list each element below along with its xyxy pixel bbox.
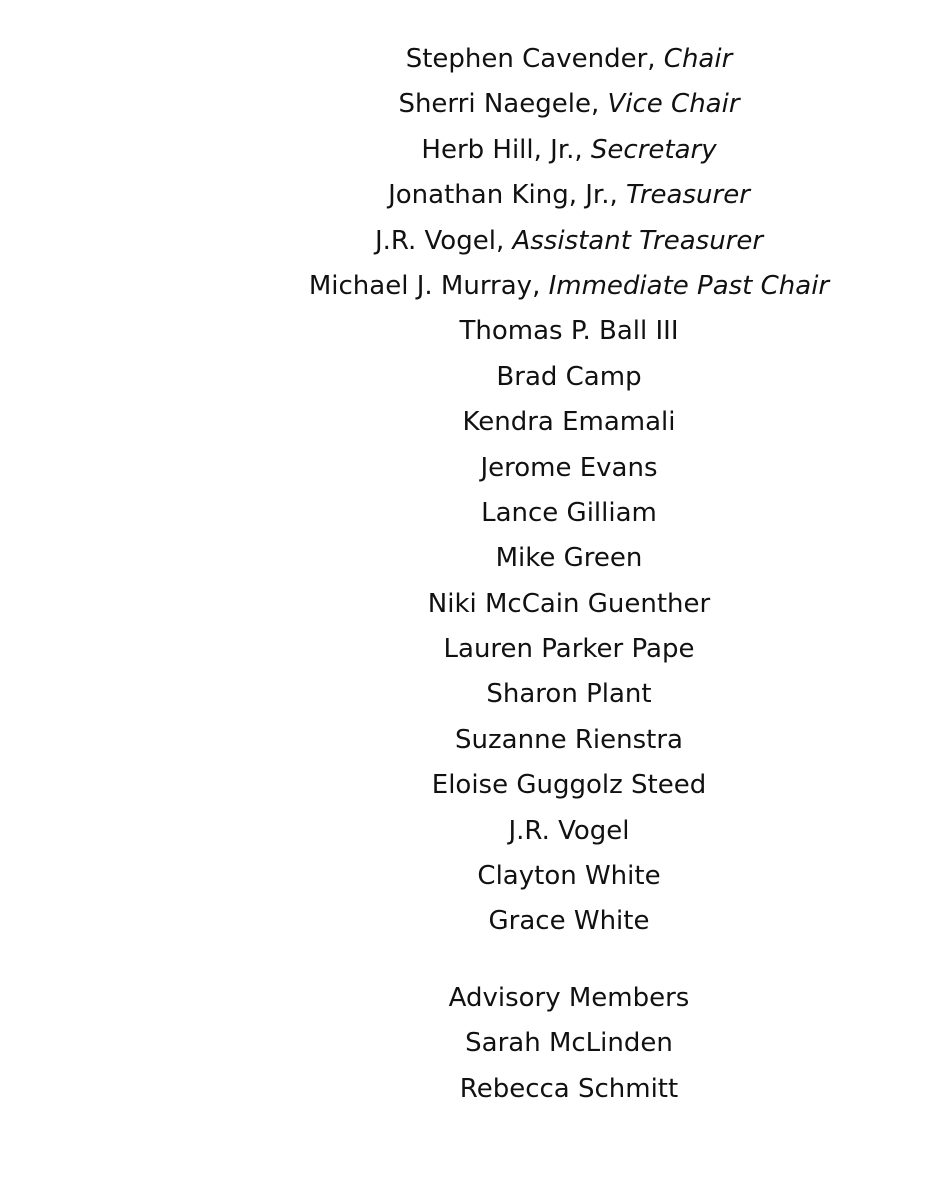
advisory-member-name: Rebecca Schmitt [459, 1073, 679, 1104]
member-name: Lance Gilliam [481, 497, 657, 528]
officer-line: Stephen Cavender, Chair [405, 44, 733, 74]
officer-role: Vice Chair [607, 89, 740, 120]
member-name: Suzanne Rienstra [455, 724, 683, 755]
officer-role: Treasurer [626, 180, 750, 211]
member-name: Clayton White [477, 861, 661, 892]
member-name: Eloise Guggolz Steed [431, 770, 707, 801]
member-name: Grace White [488, 906, 650, 937]
officer-role: Assistant Treasurer [512, 225, 764, 256]
officer-name: Stephen Cavender [405, 44, 648, 74]
member-name: Sharon Plant [486, 679, 652, 710]
officer-line: Sherri Naegele, Vice Chair [398, 89, 740, 120]
member-name: Kendra Emamali [462, 407, 676, 438]
member-name: Niki McCain Guenther [427, 588, 711, 619]
officer-name: Sherri Naegele [398, 89, 591, 120]
officer-line: J.R. Vogel, Assistant Treasurer [374, 225, 764, 256]
member-name: J.R. Vogel [508, 815, 630, 846]
board-roster [274, 37, 864, 945]
advisory-member-name: Sarah McLinden [465, 1028, 673, 1059]
officer-role: Secretary [590, 134, 717, 165]
member-name: Brad Camp [496, 361, 642, 392]
officer-name: Jonathan King, Jr. [388, 180, 610, 211]
officer-line: Jonathan King, Jr., Treasurer [388, 180, 750, 211]
officer-line: Herb Hill, Jr., Secretary [421, 134, 717, 165]
officer-name: J.R. Vogel [374, 225, 496, 256]
officer-line: Michael J. Murray, Immediate Past Chair [308, 270, 830, 301]
officer-role: Chair [663, 44, 733, 74]
officer-role: Immediate Past Chair [548, 270, 830, 301]
member-name: Lauren Parker Pape [443, 634, 695, 665]
officer-name: Herb Hill, Jr. [421, 134, 575, 165]
officer-name: Michael J. Murray [308, 270, 533, 301]
member-name: Jerome Evans [480, 452, 658, 483]
advisory-heading: Advisory Members [448, 983, 690, 1013]
advisory-section [274, 976, 864, 1112]
member-name: Mike Green [495, 543, 643, 574]
member-name: Thomas P. Ball III [459, 316, 679, 347]
